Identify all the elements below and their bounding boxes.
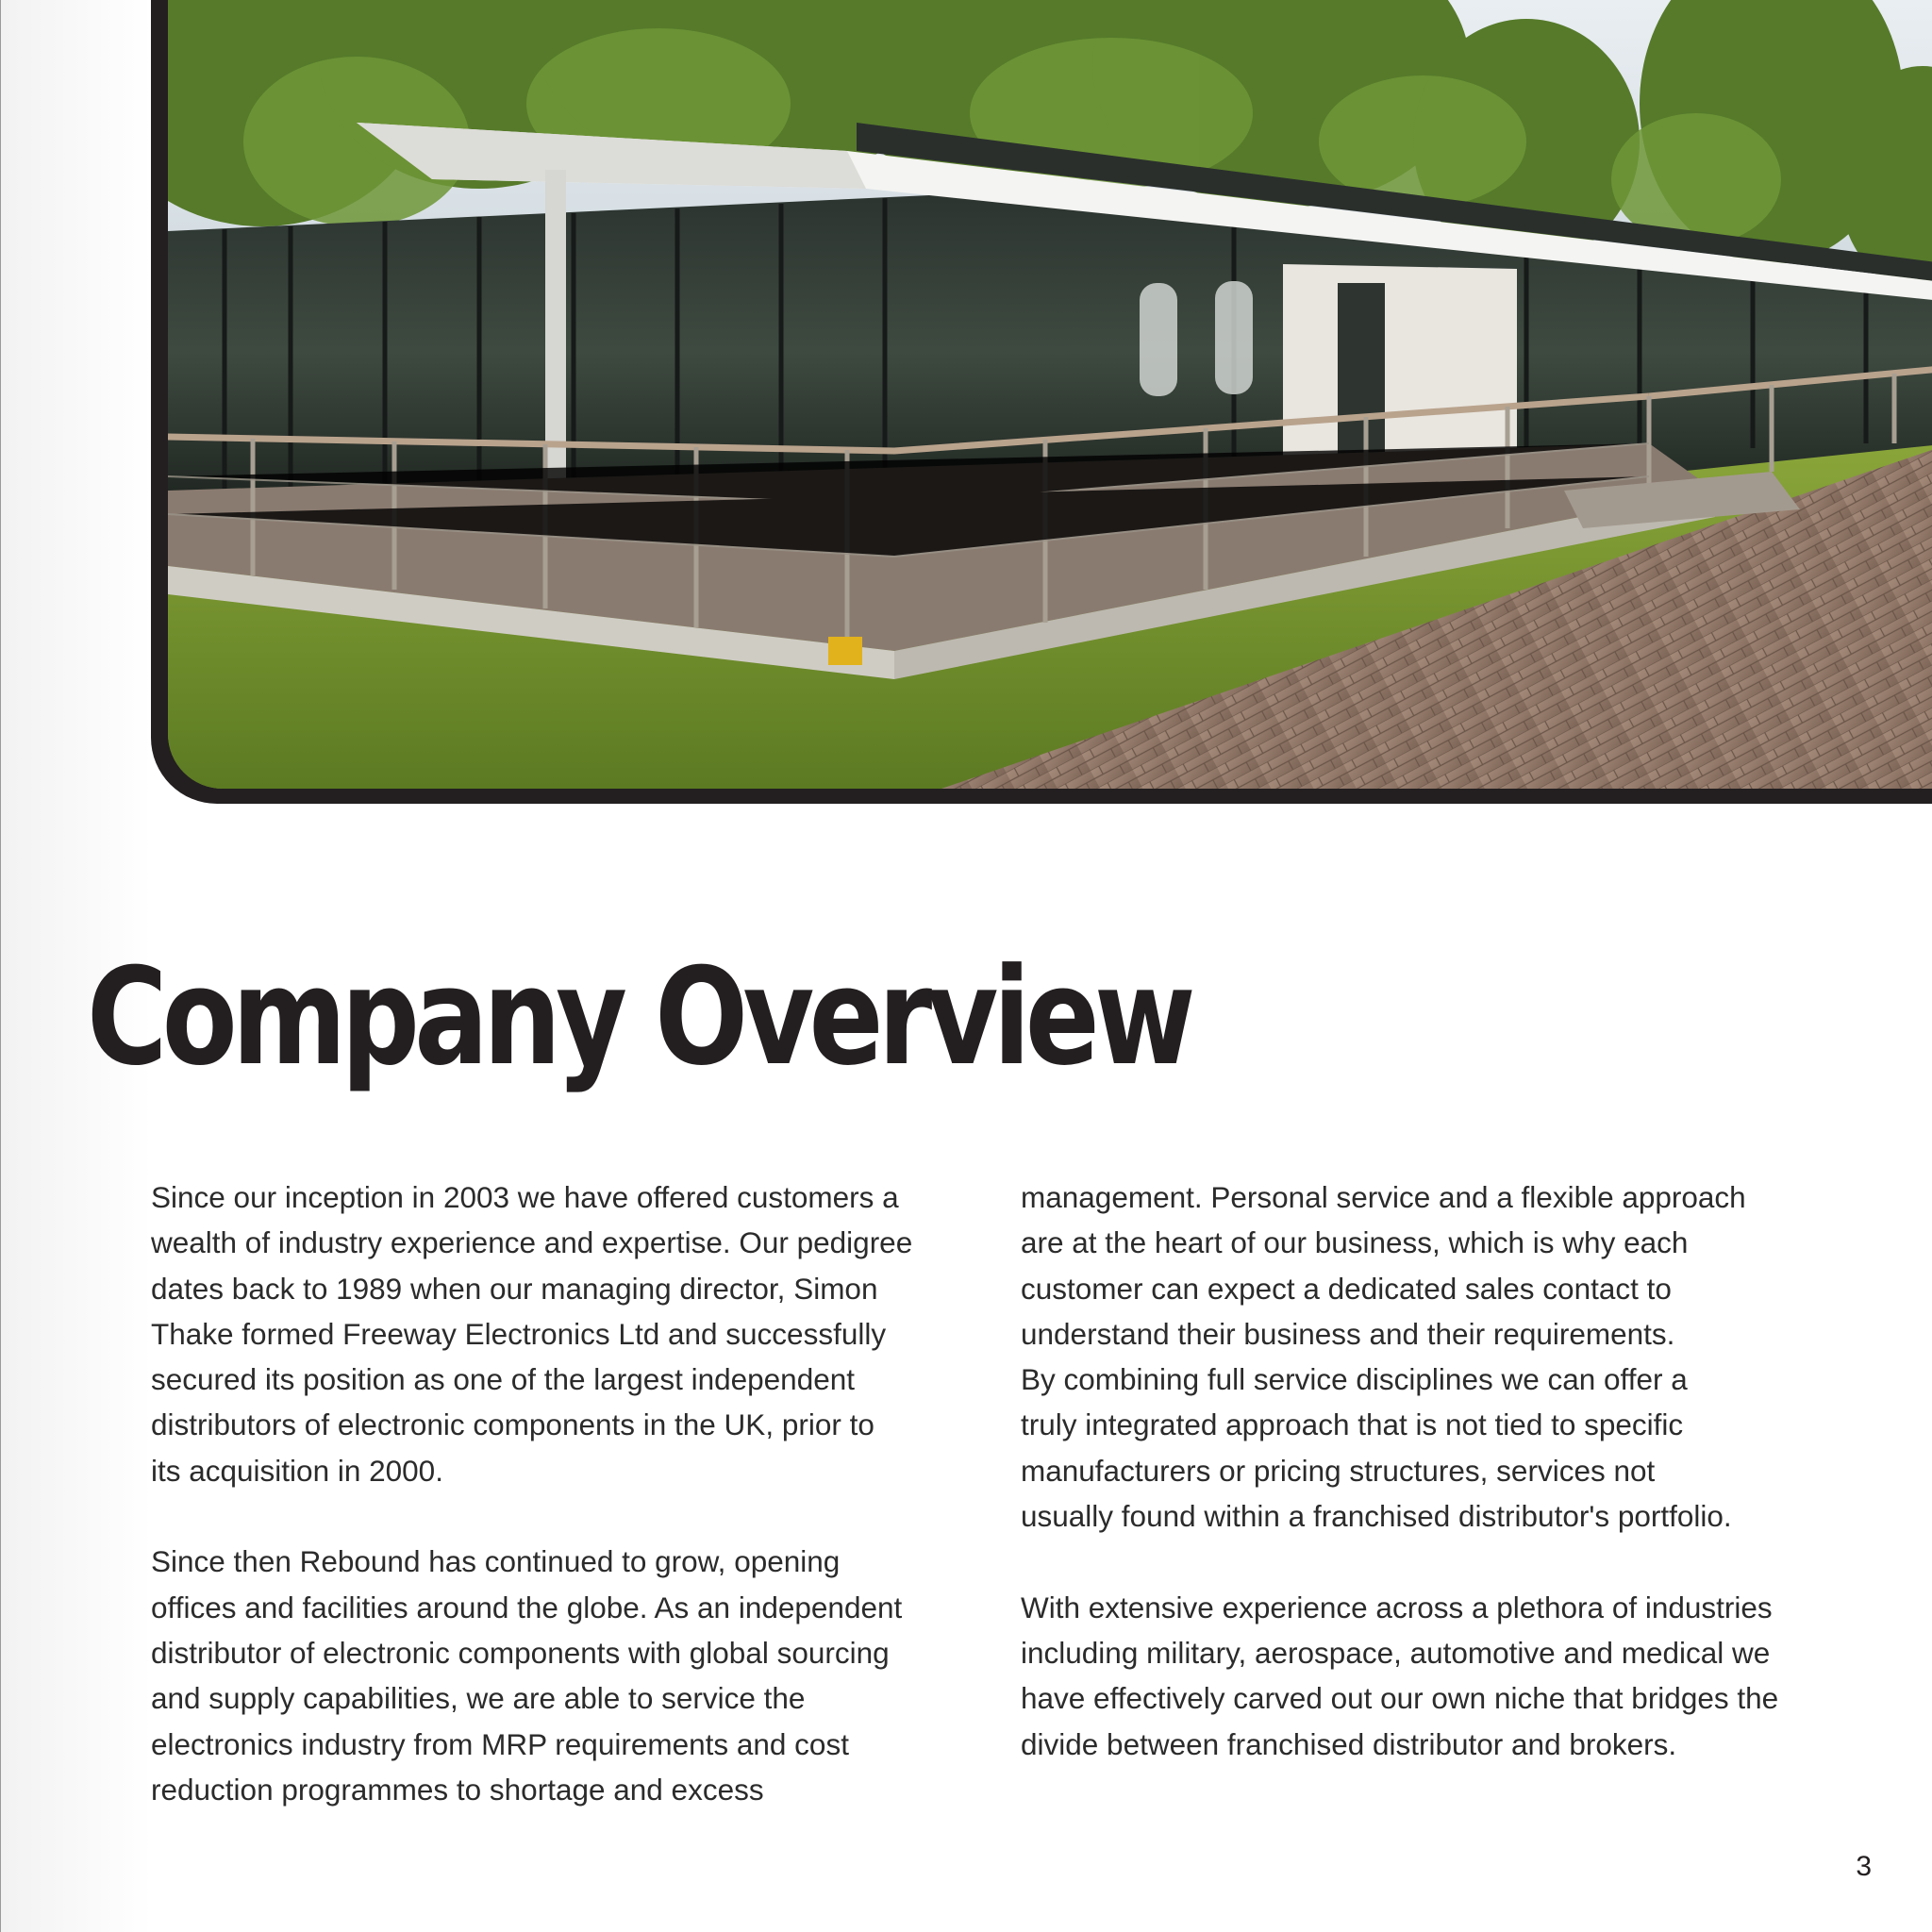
text-line: offices and facilities around the globe. As an independent: [151, 1590, 903, 1624]
text-line: By combining full service disciplines we can offer a: [1021, 1362, 1688, 1397]
hero-photo-frame: [151, 0, 1932, 804]
text-line: With extensive experience across a plethora of industries: [1021, 1590, 1773, 1624]
text-line: including military, aerospace, automotive and medical we: [1021, 1635, 1771, 1670]
text-line: Thake formed Freeway Electronics Ltd and successfully: [151, 1316, 887, 1351]
experience-paragraph: [1021, 1585, 1898, 1767]
page-title: Company Overview: [87, 940, 1191, 1095]
text-line: distributor of electronic components with global sourcing: [151, 1635, 890, 1670]
text-line: wealth of industry experience and expertise. Our pedigree: [151, 1225, 913, 1260]
text-line: usually found within a franchised distributor's portfolio.: [1021, 1499, 1732, 1534]
text-line: are at the heart of our business, which is why each: [1021, 1225, 1689, 1260]
office-building-photo: [168, 0, 1932, 789]
page-number: 3: [1856, 1851, 1872, 1882]
service-paragraph: [1021, 1174, 1898, 1539]
text-line: secured its position as one of the largest independent: [151, 1362, 856, 1397]
intro-paragraph: [151, 1174, 1000, 1493]
text-line: manufacturers or pricing structures, services not: [1021, 1453, 1656, 1488]
text-line: Since our inception in 2003 we have offered customers a: [151, 1180, 899, 1214]
text-line: divide between franchised distributor and brokers.: [1021, 1726, 1677, 1761]
text-line: customer can expect a dedicated sales contact to: [1021, 1271, 1672, 1306]
text-line: truly integrated approach that is not tied to specific: [1021, 1407, 1684, 1442]
text-line: Since then Rebound has continued to grow, opening: [151, 1544, 841, 1579]
text-line: dates back to 1989 when our managing director, Simon: [151, 1271, 878, 1306]
text-line: understand their business and their requirements.: [1021, 1316, 1675, 1351]
text-line: its acquisition in 2000.: [151, 1453, 443, 1488]
text-line: have effectively carved out our own niche that bridges the: [1021, 1681, 1779, 1716]
text-line: management. Personal service and a flexible approach: [1021, 1180, 1746, 1214]
text-line: distributors of electronic components in the UK, prior to: [151, 1407, 874, 1442]
growth-paragraph: [151, 1539, 1000, 1812]
right-text-column: [1021, 1174, 1898, 1767]
left-text-column: [151, 1174, 1000, 1812]
page-edge-rule: [0, 0, 1, 1932]
text-line: and supply capabilities, we are able to service the: [151, 1681, 806, 1716]
text-line: reduction programmes to shortage and excess: [151, 1772, 764, 1807]
text-line: electronics industry from MRP requirements and cost: [151, 1726, 849, 1761]
